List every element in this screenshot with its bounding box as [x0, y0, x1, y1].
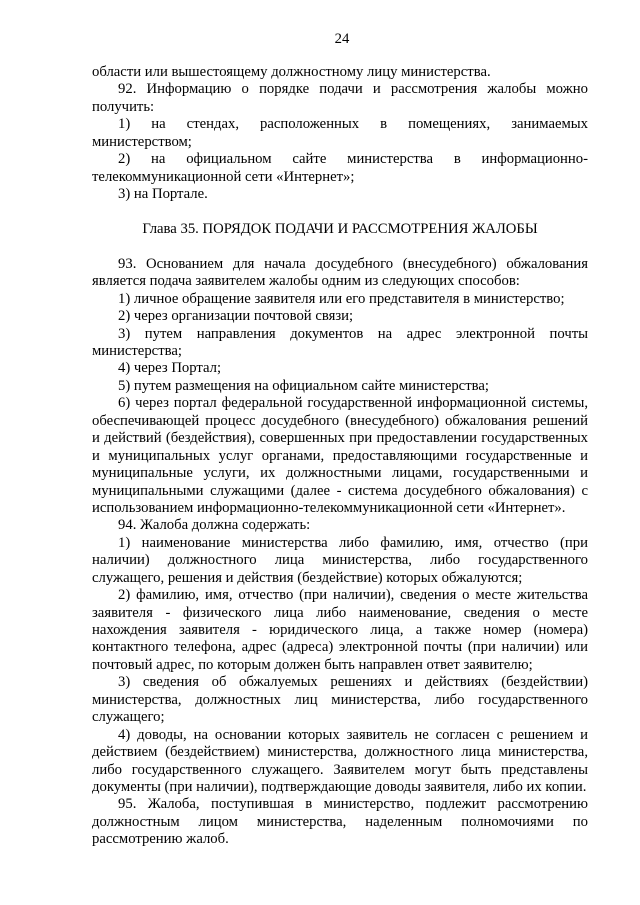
text-line: 6) через портал федеральной государственной информационной системы, — [118, 395, 588, 412]
text-line: контактного телефона, адрес (адреса) электронной почты (при наличии) или — [92, 639, 588, 656]
text-line: наличии) должностного лица министерства, либо государственного — [92, 552, 588, 569]
text-line: 3) на Портале. — [118, 186, 208, 203]
text-line: области или вышестоящему должностному лицу министерства. — [92, 64, 491, 80]
text-line: служащего; — [92, 709, 165, 726]
text-line: заявителя - физического лица либо наименование, сведения о месте — [92, 604, 588, 621]
text-line: министерством; — [92, 133, 192, 150]
text-line: 2) через организации почтовой связи; — [118, 308, 354, 325]
spacer — [92, 238, 588, 255]
text-line: нахождения заявителя - юридического лица, а также номер (номера) — [92, 622, 588, 638]
text-line: действием (бездействием) министерства, должностного лица министерства, — [92, 744, 588, 761]
text-line: и действий (бездействия), совершенных при предоставлении государственных — [92, 430, 588, 447]
text-line: служащего, решения и действия (бездействие) которых обжалуются; — [92, 569, 523, 586]
text-line: рассмотрению жалоб. — [92, 831, 229, 848]
text-line: 95. Жалоба, поступившая в министерство, подлежит рассмотрению — [118, 796, 588, 813]
text-line: почтовый адрес, по которым должен быть направлен ответ заявителю; — [92, 656, 533, 673]
text-line: 1) на стендах, расположенных в помещениях, занимаемых — [118, 116, 588, 133]
text-line: 5) путем размещения на официальном сайте министерства; — [118, 377, 489, 394]
text-line: 3) сведения об обжалуемых решениях и действиях (бездействии) — [118, 674, 588, 691]
text-line: 2) фамилию, имя, отчество (при наличии), сведения о месте жительства — [118, 587, 588, 604]
text-line: получить: — [92, 98, 155, 115]
text-line: должностным лицом министерства, наделенным полномочиями по — [92, 813, 588, 830]
text-line: документы (при наличии), подтверждающие доводы заявителя, либо их копии. — [92, 778, 587, 795]
text-line: 3) путем направления документов на адрес электронной почты — [118, 325, 588, 342]
text-line: 94. Жалоба должна содержать: — [118, 517, 311, 534]
document-body — [92, 64, 588, 849]
page-number: 24 — [334, 31, 350, 47]
text-line: 1) наименование министерства либо фамилию, имя, отчество (при — [118, 534, 588, 551]
text-line: 92. Информацию о порядке подачи и рассмотрения жалобы можно — [118, 81, 588, 98]
text-line: министерства; — [92, 343, 182, 359]
text-line: 4) доводы, на основании которых заявитель не согласен с решением и — [118, 726, 588, 743]
text-line: и муниципальных услуг органами, предоставляющими государственные и — [92, 447, 588, 464]
spacer — [92, 204, 588, 221]
text-line: муниципальные услуги, их должностными лицами, государственными и — [92, 465, 588, 482]
text-line: 4) через Портал; — [118, 360, 222, 377]
text-line: телекоммуникационной сети «Интернет»; — [92, 168, 355, 185]
text-line: 93. Основанием для начала досудебного (внесудебного) обжалования — [118, 255, 588, 272]
text-line: либо государственного служащего. Заявителем могут быть представлены — [92, 761, 588, 778]
text-line: министерства, должностных лиц министерства, либо государственного — [92, 691, 588, 708]
text-line: обеспечивающей процесс досудебного (внесудебного) обжалования решений — [92, 412, 588, 429]
text-line: 1) личное обращение заявителя или его представителя в министерство; — [118, 290, 565, 307]
chapter-heading: Глава 35. ПОРЯДОК ПОДАЧИ И РАССМОТРЕНИЯ ЖАЛОБЫ — [142, 220, 538, 237]
text-line: является подача заявителем жалобы одним из следующих способов: — [92, 273, 520, 290]
text-line: использованием информационно-телекоммуникационной сети «Интернет». — [92, 499, 566, 516]
text-line: муниципальными служащими (далее - система досудебного обжалования) с — [92, 482, 588, 499]
text-line: 2) на официальном сайте министерства в информационно- — [118, 151, 588, 168]
